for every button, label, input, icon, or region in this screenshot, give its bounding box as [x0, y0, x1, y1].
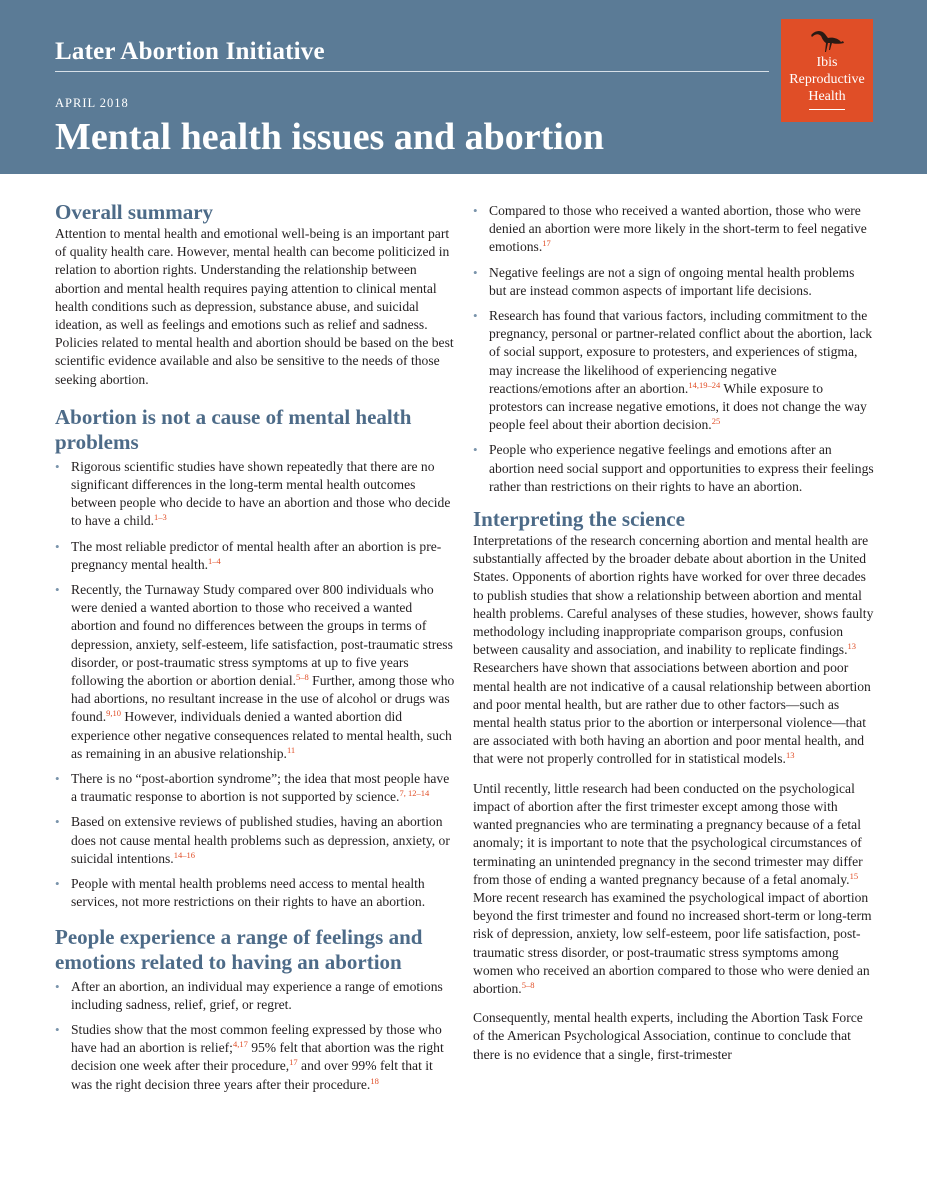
list-item: • Studies show that the most common feeling expressed by those who have had an abortion is relief;$^{4,17}$ 95% felt that abortion was the right decision one week after their procedure,$^{17}$ and over 99% felt that it was the right decision three years after their procedure.$^{18}$	[55, 1021, 455, 1094]
citation: 13	[847, 641, 856, 652]
science-paragraph-3: Consequently, mental health experts, including the Abortion Task Force of the American Psychological Association, continue to conclude that there is no evidence that a single, first-trimester	[473, 1010, 863, 1062]
section-heading-feelings: People experience a range of feelings and emotions related to having an abortion	[55, 924, 423, 974]
list-item: • People who experience negative feelings and emotions after an abortion need social support and opportunities to express their feelings rather than restrictions on their rights to have an abortion.	[473, 441, 875, 496]
header-divider	[55, 71, 769, 72]
citation: 17	[542, 238, 551, 249]
citation: 1–3	[154, 512, 167, 523]
list-item: • People with mental health problems need access to mental health services, not more restrictions on their rights to have an abortion.	[55, 875, 455, 911]
page-title: Mental health issues and abortion	[55, 116, 604, 158]
science-paragraph-2: Until recently, little research had been conducted on the psychological impact of abortion after the first trimester except among those with wanted pregnancies who are terminating a pregnancy because of a fetal anomaly; it is important to note that the psychological circumstances of terminating an unintended pregnancy in the second trimester may differ from those of ending a wanted pregnancy because of a fetal anomaly.$^{15}$ More recent research has examined the psychological impact of abortion beyond the first trimester and found no increased short-term or long-term risk of depression, anxiety, low self-esteem, poor life satisfaction, post-traumatic stress disorder, or post-traumatic stress symptoms among women who received an abortion compared to those who were denied an abortion.$^{5-8}$	[473, 780, 872, 996]
list-item: • Compared to those who received a wanted abortion, those who were denied an abortion were more likely in the short-term to feel negative emotions.$^{17}$	[473, 202, 875, 257]
ibis-bird-icon	[808, 28, 846, 54]
feelings-list	[55, 978, 455, 1094]
citation: 5–8	[296, 672, 309, 683]
list-item: • The most reliable predictor of mental health after an abortion is pre-pregnancy mental health.$^{1-4}$	[55, 538, 455, 574]
citation: 1–4	[208, 555, 221, 566]
citation: 4,17	[232, 1039, 248, 1050]
citation: 14,19–24	[688, 379, 721, 390]
citation: 13	[785, 750, 795, 761]
citation: 11	[286, 744, 296, 755]
section-heading-summary: Overall summary	[55, 200, 214, 224]
list-item: • Recently, the Turnaway Study compared over 800 individuals who were denied a wanted abortion to those who received a wanted abortion and found no differences between the groups in terms of depression, anxiety, self-esteem, life satisfaction, post-traumatic stress disorder, or post-traumatic stress symptoms at up to five years following the abortion or abortion denial.$^{5-8}$ Further, among those who had abortions, no resultant increase in the use of alcohol or drugs was found.$^{9,10}$ However, individuals denied a wanted abortion did experience other negative consequences related to mental health, such as remaining in an abusive relationship.$^{11}$	[55, 581, 455, 763]
ibis-logo	[781, 19, 873, 122]
initiative-name: Later Abortion Initiative	[55, 38, 325, 65]
not-cause-list	[55, 458, 455, 912]
logo-underline	[809, 109, 845, 110]
left-column	[55, 200, 455, 1101]
citation: 25	[711, 416, 721, 427]
header-banner	[0, 0, 927, 174]
feelings-list-continued	[473, 202, 875, 496]
list-item: • There is no “post-abortion syndrome”; the idea that most people have a traumatic response to abortion is not supported by science.$^{7, 12-14}$	[55, 770, 455, 806]
list-item: • Negative feelings are not a sign of ongoing mental health problems but are instead common aspects of important life decisions.	[473, 264, 875, 300]
publication-date: APRIL 2018	[55, 96, 129, 110]
list-item: • Based on extensive reviews of published studies, having an abortion does not cause mental health problems such as depression, anxiety, or suicidal intentions.$^{14-16}$	[55, 813, 455, 868]
citation: 14–16	[173, 849, 195, 860]
citation: 5–8	[521, 979, 535, 990]
logo-text-reproductive: Reproductive	[789, 72, 865, 87]
list-item: • After an abortion, an individual may experience a range of emotions including sadness, relief, grief, or regret.	[55, 978, 455, 1014]
logo-text-ibis: Ibis	[816, 55, 838, 70]
section-heading-science: Interpreting the science	[473, 507, 685, 532]
citation: 15	[849, 870, 859, 881]
citation: 9,10	[106, 708, 121, 719]
summary-paragraph: Attention to mental health and emotional well-being is an important part of quality health care. However, mental health can become politicized in relation to abortion rights. Understanding the relationship between abortion and mental health requires paying attention to clinical mental health conditions such as depression, substance abuse, and suicidal ideation, as well as feelings and emotions such as relief and sadness. Policies related to mental health and abortion should be based on the best scientific evidence available and also be sensitive to the needs of those seeking abortion.	[55, 226, 454, 387]
list-item: • Research has found that various factors, including commitment to the pregnancy, personal or partner-related conflict about the abortion, lack of social support, exposure to protesters, and experiences of stigma, may increase the likelihood of experiencing negative reactions/emotions after an abortion.$^{14,19-24}$ While exposure to protestors can increase negative emotions, it does not change the way people feel about their abortion decision.$^{25}$	[473, 307, 875, 434]
section-heading-not-cause: Abortion is not a cause of mental health problems	[55, 404, 412, 454]
logo-text-health: Health	[808, 89, 846, 104]
list-item: • Rigorous scientific studies have shown repeatedly that there are no significant differences in the long-term mental health outcomes between people who decide to have an abortion and those who decide to have a child.$^{1-3}$	[55, 458, 455, 531]
science-paragraph-1: Interpretations of the research concerning abortion and mental health are substantially affected by the broader debate about abortion in the United States. Opponents of abortion rights have worked for over three decades to publish studies that show a relationship between abortion and mental health problems. Careful analyses of these studies, however, shows faulty methodology including inappropriate comparison groups, confusion between causality and association, and inability to replicate findings.$^{13}$ Researchers have shown that associations between abortion and poor mental health are not indicative of a causal relationship between abortion and poor mental health, but are rather due to other factors—such as mental health status prior to the abortion or interpersonal violence—that are associated with both having an abortion and poor mental health, and that were not properly controlled for in statistical models.$^{13}$	[473, 533, 874, 767]
citation: 17	[289, 1057, 298, 1068]
citation: 7, 12–14	[399, 788, 430, 799]
citation: 18	[370, 1075, 379, 1086]
right-column	[473, 200, 875, 1064]
